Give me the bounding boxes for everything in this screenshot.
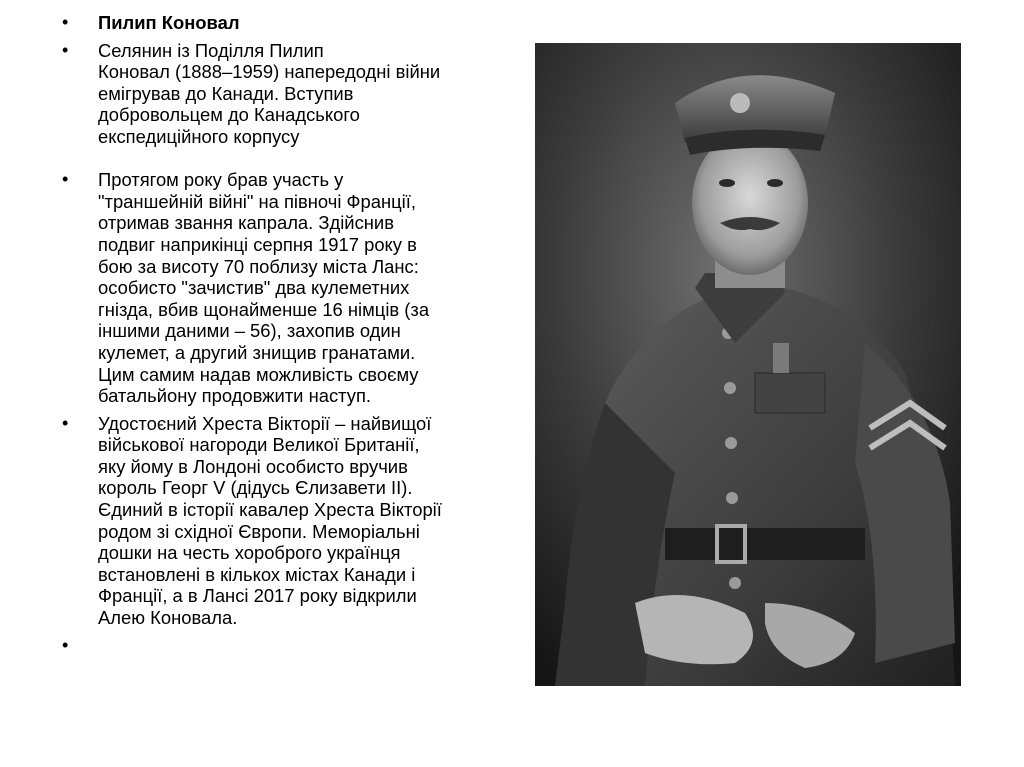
bullet-list bbox=[62, 12, 502, 655]
text-column bbox=[62, 12, 502, 655]
bullet-dot-icon: • bbox=[62, 12, 69, 32]
bullet-biography-text: Селянин із Поділля Пилип Коновал (1888–1959) напередодні війни емігрував до Канади. Вступив добровольцем до Канадського експедиційного корпусу bbox=[98, 39, 441, 147]
soldier-portrait-photo bbox=[535, 43, 961, 686]
bullet-item-title bbox=[62, 12, 502, 34]
bullet-title-text: Пилип Коновал bbox=[98, 12, 240, 33]
bullet-item-award bbox=[62, 413, 502, 629]
portrait-illustration bbox=[535, 43, 961, 686]
bullet-item-war bbox=[62, 169, 502, 407]
bullet-war-text: Протягом року брав участь у "траншейній війні" на півночі Франції, отримав звання капрала. Здійснив подвиг наприкінці серпня 1917 року в бою за висоту 70 поблизу міста Ланс: особисто "зачистив" два кулеметних гнізда, вбив щонайменше 16 німців (за іншими даними – 56), захопив один кулемет, а другий знищив гранатами. Цим самим надав можливість своєму батальйону продовжити наступ. bbox=[98, 169, 430, 407]
bullet-dot-icon: • bbox=[62, 634, 69, 655]
bullet-dot-icon: • bbox=[62, 412, 69, 433]
bullet-dot-icon: • bbox=[62, 169, 69, 190]
bullet-item-biography bbox=[62, 40, 502, 148]
bullet-award-text: Удостоєний Хреста Вікторії – найвищої військової нагороди Великої Британії, яку йому в Лондоні особисто вручив король Георг V (дідусь Єлизавети ІІ). Єдиний в історії кавалер Хреста Вікторії родом зі східної Європи. Меморіальні дошки на честь хороброго українця встановлені в кількох містах Канади і Франції, а в Лансі 2017 року відкрили Алею Коновала. bbox=[98, 412, 442, 629]
bullet-dot-icon: • bbox=[62, 39, 69, 60]
